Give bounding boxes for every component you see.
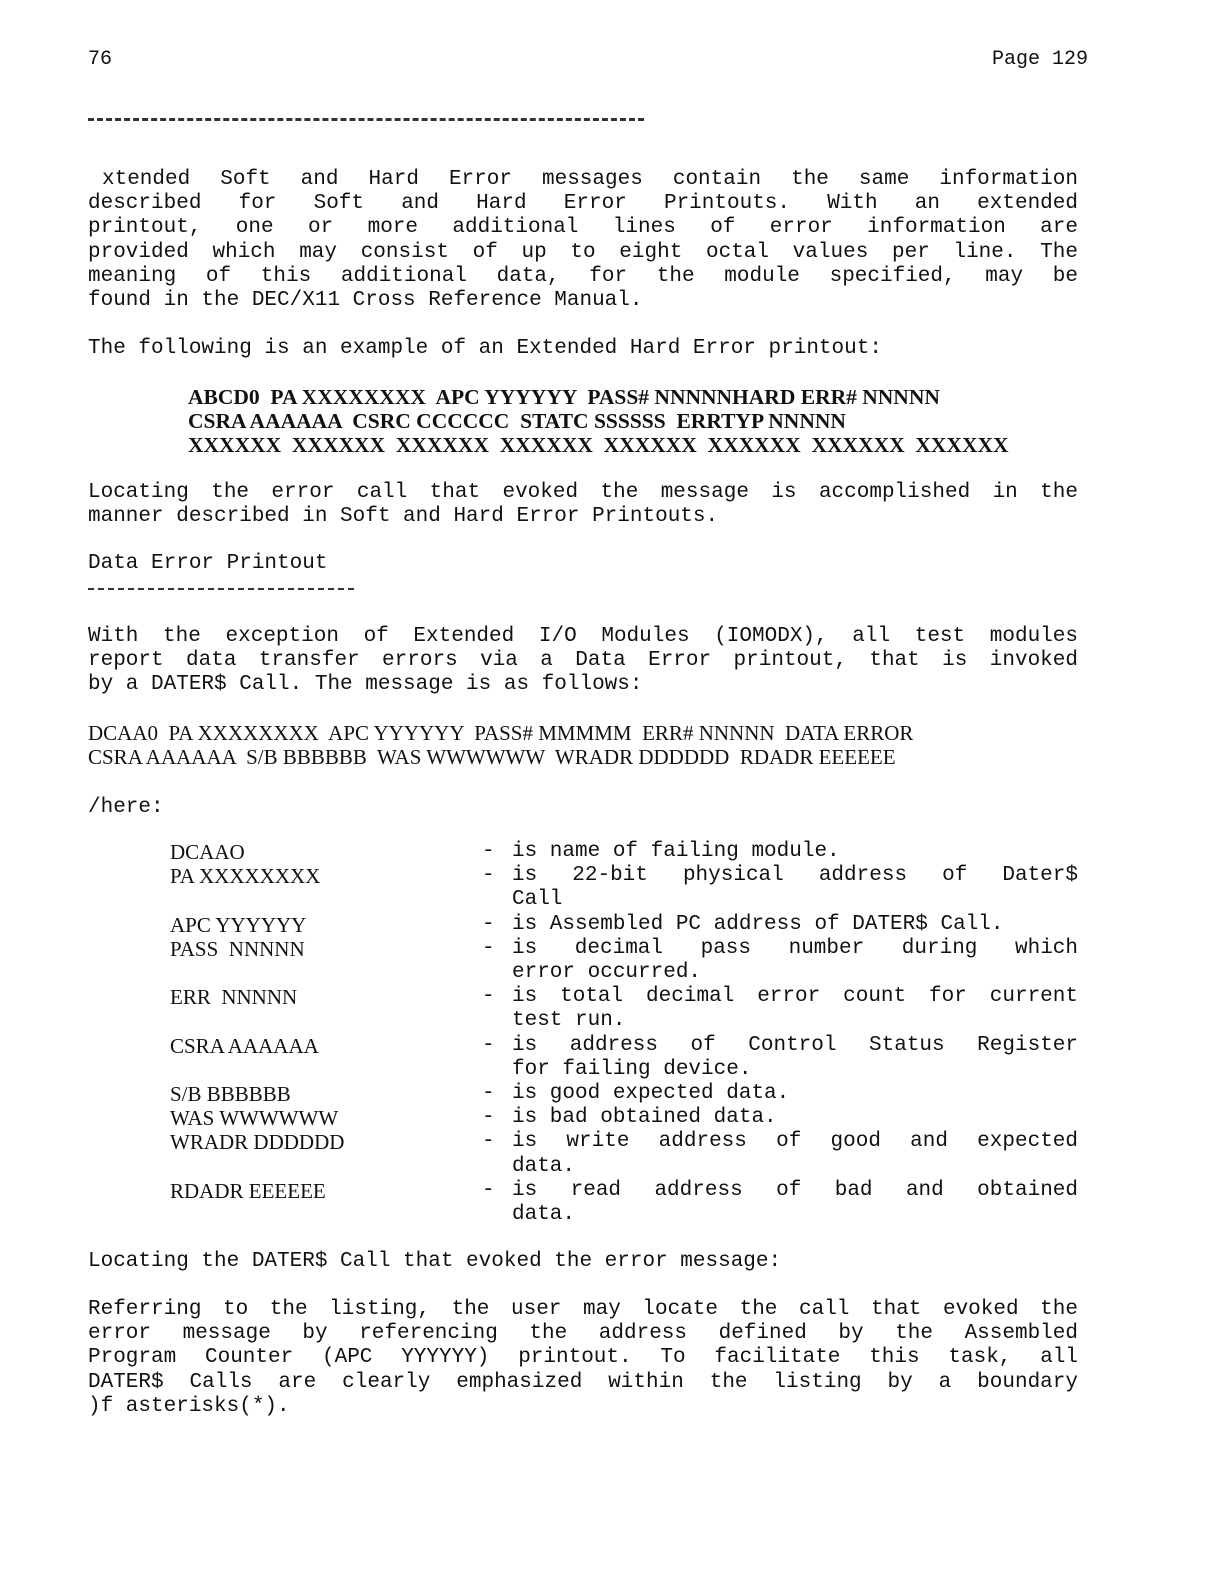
- definition-text-line: Call: [512, 888, 563, 912]
- definition-text-line: is bad obtained data.: [512, 1106, 777, 1130]
- definition-text: [512, 864, 1078, 912]
- section-heading-underline: [88, 588, 354, 590]
- section-heading: Data Error Printout: [88, 552, 328, 575]
- definition-term: WRADR DDDDDD: [170, 1130, 345, 1155]
- definition-term: ERR NNNNN: [170, 985, 298, 1010]
- definition-text: [512, 937, 1078, 985]
- definition-dash: -: [482, 1178, 495, 1202]
- definition-text: [512, 1179, 1078, 1227]
- definition-text: [512, 1106, 1078, 1130]
- definition-dash: -: [482, 1033, 495, 1057]
- definition-term: WAS WWWWWW: [170, 1106, 339, 1131]
- definition-text: [512, 840, 1078, 864]
- locating-dater-line: Locating the DATER$ Call that evoked the error message:: [88, 1250, 782, 1273]
- final-paragraph: [88, 1298, 1078, 1419]
- definition-term: PA XXXXXXXX: [170, 864, 321, 889]
- intro-line: xtended Soft and Hard Error messages contain the same information: [102, 168, 1078, 191]
- definition-term: DCAAO: [170, 840, 245, 864]
- intro-line: found in the DEC/X11 Cross Reference Manual.: [88, 289, 643, 313]
- example-printout: [188, 385, 1009, 458]
- definition-term: S/B BBBBBB: [170, 1082, 291, 1106]
- example-line: ABCD0 PA XXXXXXXX APC YYYYYY PASS# NNNNNHARD ERR# NNNNN: [188, 385, 940, 409]
- definition-text: [512, 985, 1078, 1033]
- definition-text-line: data.: [512, 1203, 576, 1226]
- top-dashed-rule: [88, 118, 644, 121]
- definition-text-line: for failing device.: [512, 1057, 752, 1081]
- definition-term: PASS NNNNN: [170, 936, 305, 961]
- definition-text-line: is address of Control Status Register: [512, 1033, 1078, 1057]
- data-error-line: report data transfer errors via a Data Error printout, that is invoked: [88, 649, 1078, 673]
- definition-dash: -: [482, 985, 495, 1009]
- definition-dash: -: [482, 840, 495, 863]
- definition-dash: -: [482, 936, 495, 960]
- where-label: /here:: [88, 796, 164, 819]
- definition-term: CSRA AAAAAA: [170, 1033, 319, 1058]
- definition-dash: -: [482, 1106, 495, 1130]
- final-line: Program Counter (APC YYYYYY) printout. To facilitate this task, all: [88, 1346, 1078, 1370]
- data-error-message: [88, 721, 913, 769]
- final-line: Referring to the listing, the user may locate the call that evoked the: [88, 1298, 1078, 1321]
- definition-term: RDADR EEEEEE: [170, 1178, 326, 1203]
- example-intro-line: The following is an example of an Extended Hard Error printout:: [88, 337, 882, 360]
- intro-line: printout, one or more additional lines of error information are: [88, 216, 1078, 240]
- definition-text: [512, 1034, 1078, 1082]
- locating-line: manner described in Soft and Hard Error Printouts.: [88, 505, 719, 529]
- data-error-paragraph: [88, 625, 1078, 698]
- example-intro: [88, 337, 1078, 361]
- page-number: 76: [88, 48, 113, 71]
- intro-paragraph: [88, 168, 1078, 313]
- definition-text-line: is good expected data.: [512, 1082, 790, 1105]
- definition-term: APC YYYYYY: [170, 912, 307, 937]
- definition-text-line: is Assembled PC address of DATER$ Call.: [512, 912, 1004, 936]
- final-line: DATER$ Calls are clearly emphasized within the listing by a boundary: [88, 1370, 1078, 1394]
- final-line: )f asterisks(*).: [88, 1394, 290, 1418]
- definition-dash: -: [482, 912, 495, 936]
- definition-text: [512, 1082, 1078, 1106]
- intro-line: provided which may consist of up to eight octal values per line. The: [88, 240, 1078, 264]
- example-line: XXXXXX XXXXXX XXXXXX XXXXXX XXXXXX XXXXXX XXXXXX XXXXXX: [188, 433, 1009, 458]
- definition-text-line: is read address of bad and obtained: [512, 1178, 1078, 1202]
- locating-line: Locating the error call that evoked the message is accomplished in the: [88, 481, 1078, 504]
- data-error-line: by a DATER$ Call. The message is as follows:: [88, 673, 643, 697]
- data-error-message-line: DCAA0 PA XXXXXXXX APC YYYYYY PASS# MMMMM ERR# NNNNN DATA ERROR: [88, 721, 914, 745]
- locating-paragraph: [88, 481, 1078, 529]
- definition-dash: -: [482, 1130, 495, 1154]
- definition-text: [512, 913, 1078, 937]
- intro-line: described for Soft and Hard Error Printouts. With an extended: [88, 192, 1078, 216]
- definition-text-line: data.: [512, 1154, 576, 1178]
- definition-text-line: is decimal pass number during which: [512, 936, 1078, 960]
- definition-text-line: is write address of good and expected: [512, 1130, 1078, 1154]
- definition-text-line: is name of failing module.: [512, 840, 840, 863]
- definition-text-line: error occurred.: [512, 961, 702, 984]
- final-line: error message by referencing the address defined by the Assembled: [88, 1322, 1078, 1346]
- page-label: Page 129: [992, 48, 1089, 71]
- definition-text: [512, 1130, 1078, 1178]
- locating-dater-heading: [88, 1250, 1078, 1274]
- intro-line: meaning of this additional data, for the module specified, may be: [88, 264, 1078, 288]
- definition-text-line: test run.: [512, 1009, 626, 1033]
- definition-text-line: is total decimal error count for current: [512, 985, 1078, 1009]
- definition-text-line: is 22-bit physical address of Dater$: [512, 864, 1078, 888]
- data-error-message-line: CSRA AAAAAA S/B BBBBBB WAS WWWWWW WRADR DDDDDD RDADR EEEEEE: [88, 745, 896, 770]
- example-line: CSRA AAAAAA CSRC CCCCCC STATC SSSSSS ERRTYP NNNNN: [188, 409, 846, 434]
- data-error-line: With the exception of Extended I/O Modules (IOMODX), all test modules: [88, 625, 1078, 648]
- definition-dash: -: [482, 1082, 495, 1105]
- definition-dash: -: [482, 864, 495, 888]
